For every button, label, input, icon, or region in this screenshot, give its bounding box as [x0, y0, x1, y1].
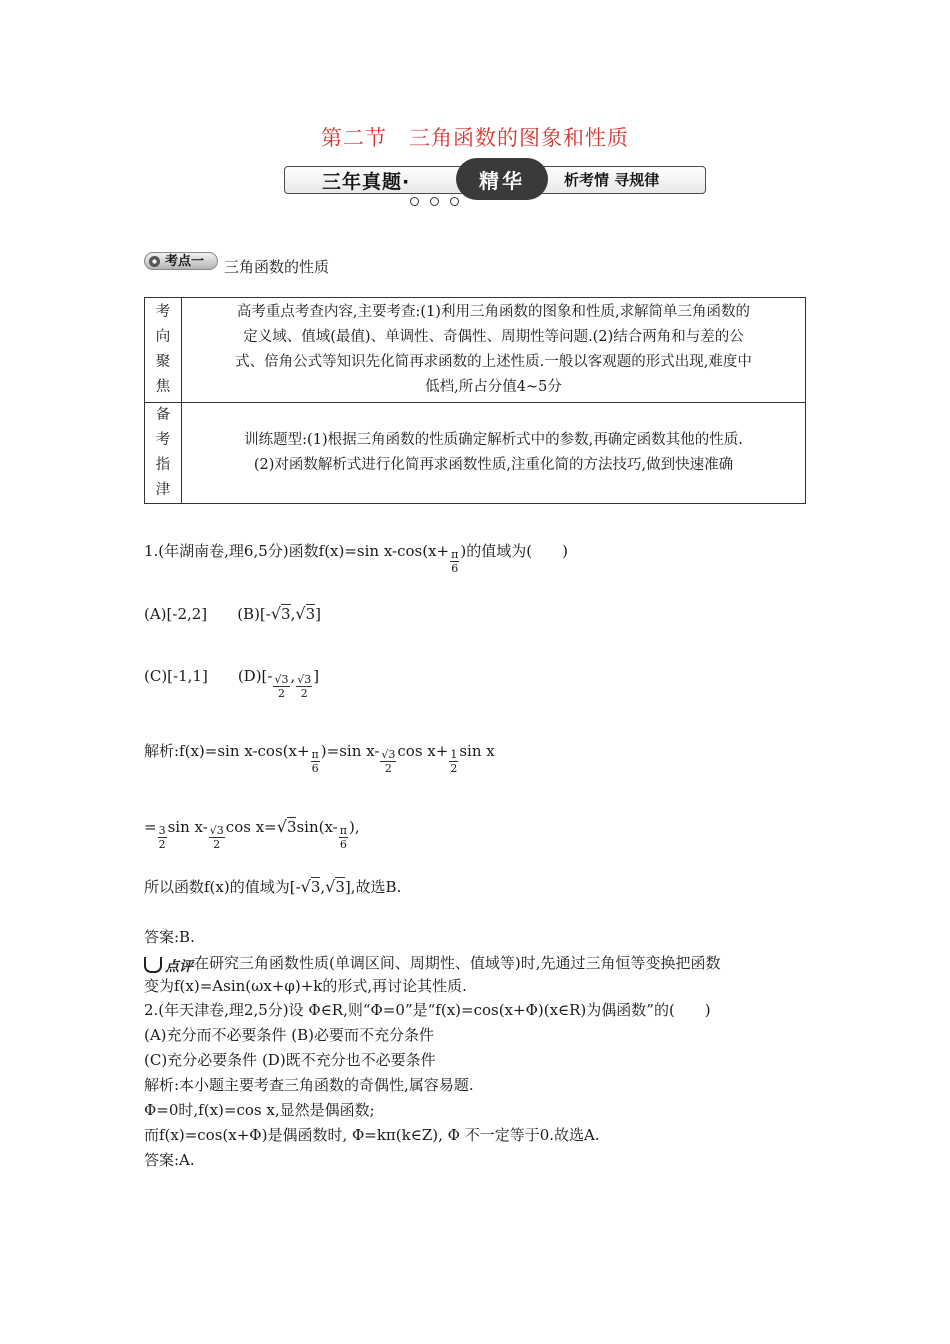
q2-options-ab: (A)充分而不必要条件 (B)必要而不充分条件 — [144, 1026, 435, 1044]
q1-stem: 1.(年湖南卷,理6,5分)函数f(x)=sin x-cos(x+ $\frac{\pi}{6}$ )的值域为( ) — [144, 542, 568, 575]
row-label-guide: 备 考 指 津 — [145, 403, 182, 504]
banner — [270, 160, 700, 202]
q1-range-conclusion: 所以函数f(x)的值域为[-√3,√3],故选B. — [144, 877, 402, 896]
q2-solution-line2: Φ=0时,f(x)=cos x,显然是偶函数; — [144, 1101, 375, 1119]
table-row — [145, 403, 806, 504]
exam-focus-table — [144, 297, 806, 504]
q1-options-cd: (C)[-1,1] (D)[- $\frac{√3}{2}$ , $\frac{√3}{2}$ ] — [144, 667, 320, 700]
banner-main-text: 三年真题· — [322, 171, 411, 193]
banner-circle-badge: 精华 — [456, 158, 548, 200]
q2-stem: 2.(年天津卷,理2,5分)设 Φ∈R,则“Φ=0”是“f(x)=cos(x+Φ)(x∈R)为偶函数”的( ) — [144, 1001, 711, 1019]
row-content-guide: 训练题型:(1)根据三角函数的性质确定解析式中的参数,再确定函数其他的性质. (2)对函数解析式进行化简再求函数性质,注重化简的方法技巧,做到快速准确 — [182, 403, 806, 504]
table-row — [145, 298, 806, 403]
q1-comment-line1: 点评在研究三角函数性质(单调区间、周期性、值域等)时,先通过三角恒等变换把函数 — [144, 953, 720, 975]
row-label-focus: 考 向 聚 焦 — [145, 298, 182, 403]
q1-options-ab: (A)[-2,2] (B)[-√3,√3] — [144, 604, 321, 623]
q2-solution-line1: 解析:本小题主要考查三角函数的奇偶性,属容易题. — [144, 1076, 474, 1094]
q1-answer: 答案:B. — [144, 928, 195, 946]
banner-subtitle: 析考情 寻规律 — [564, 171, 660, 189]
row-content-focus: 高考重点考查内容,主要考查:(1)利用三角函数的图象和性质,求解简单三角函数的 定义域、值域(最值)、单调性、奇偶性、周期性等问题.(2)结合两角和与差的公 式、倍角公式等知识先化简再求函数的上述性质.一般以客观题的形式出现,难度中 低档,所占分值4~5分 — [182, 298, 806, 403]
q1-comment-line2: 变为f(x)=Asin(ωx+φ)+k的形式,再讨论其性质. — [144, 977, 467, 995]
topic-text: 三角函数的性质 — [224, 258, 330, 276]
q1-solution-line1: 解析:f(x)=sin x-cos(x+ $\frac{\pi}{6}$ )=sin x- $\frac{√3}{2}$ cos x+ $\frac{1}{2}$ sin x — [144, 742, 495, 775]
banner-dots-decoration — [410, 192, 470, 210]
q1-solution-line2: = $\frac{3}{2}$ sin x- $\frac{√3}{2}$ cos x=√3sin(x- $\frac{\pi}{6}$ ), — [144, 817, 360, 851]
q2-solution-line3: 而f(x)=cos(x+Φ)是偶函数时, Φ=kπ(k∈Z), Φ 不一定等于0.故选A. — [144, 1126, 600, 1144]
q2-answer: 答案:A. — [144, 1151, 195, 1169]
q2-options-cd: (C)充分必要条件 (D)既不充分也不必要条件 — [144, 1051, 436, 1069]
section-title: 第二节 三角函数的图象和性质 — [321, 126, 629, 150]
topic-badge: 考点一 — [144, 252, 218, 270]
comment-icon: 点评 — [144, 957, 194, 975]
